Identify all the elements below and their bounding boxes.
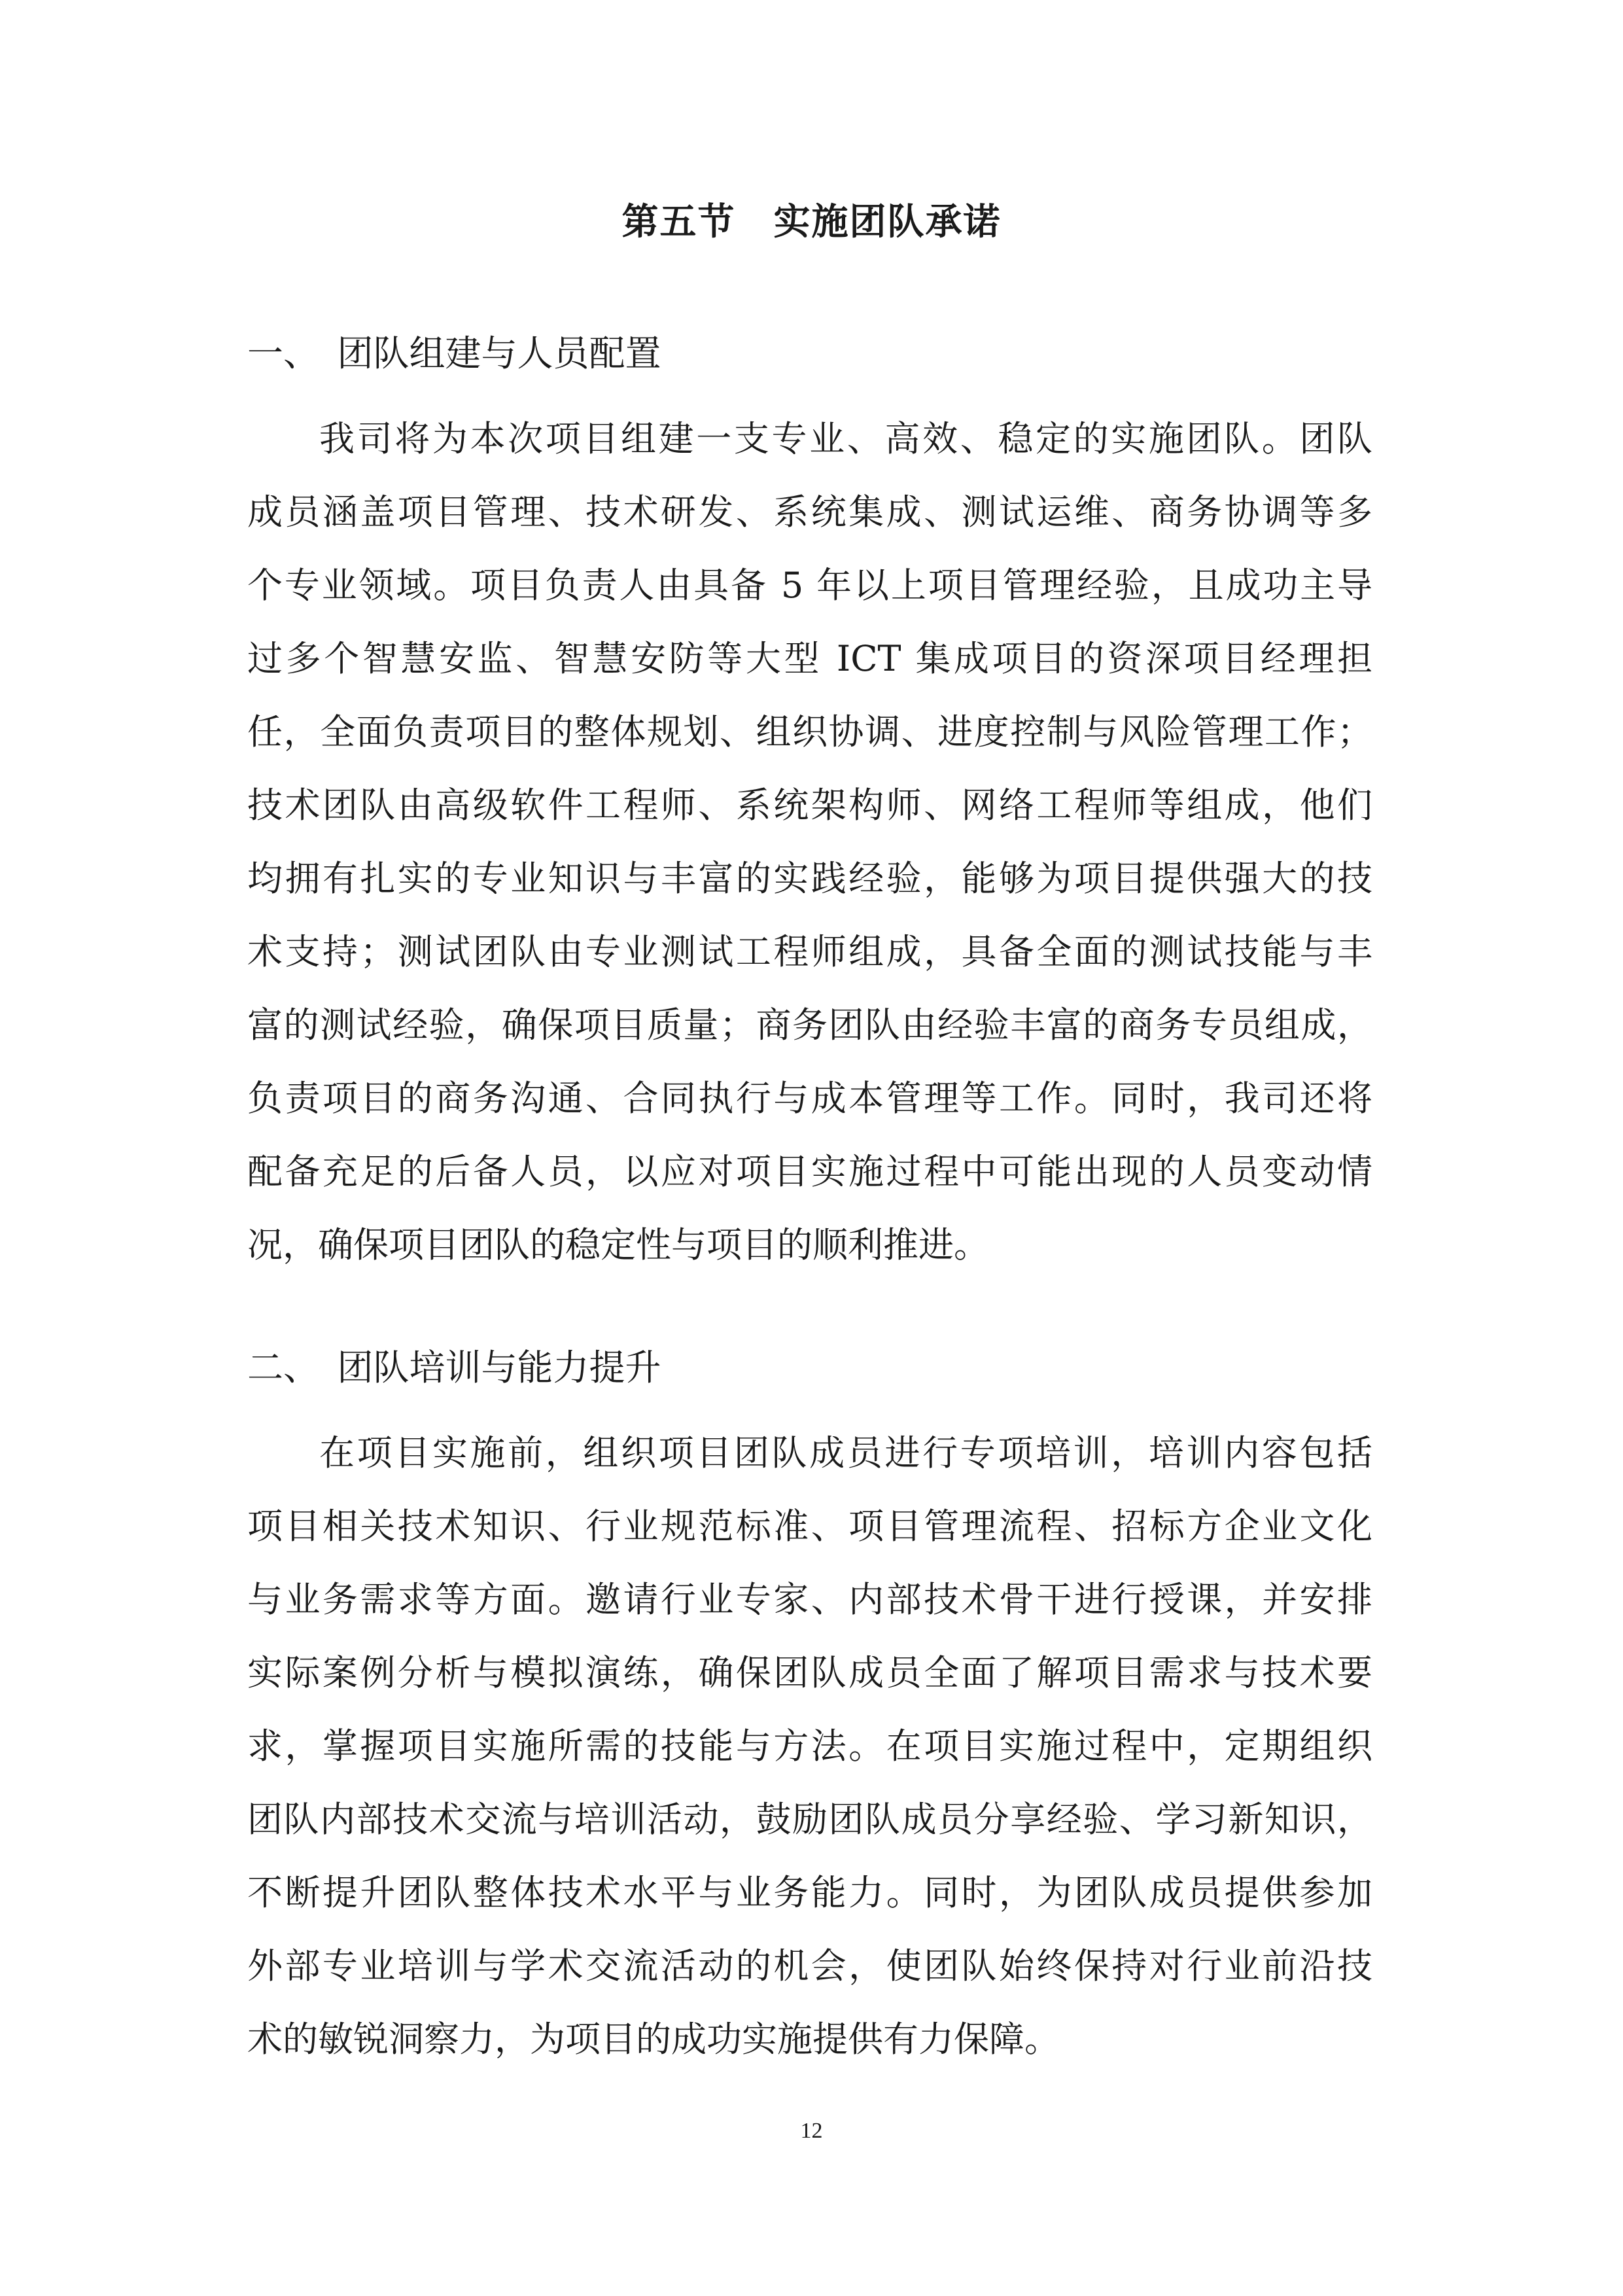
paragraph-line: 配备充足的后备人员，以应对项目实施过程中可能出现的人员变动情 bbox=[247, 1151, 1372, 1192]
paragraph-line: 技术团队由高级软件工程师、系统架构师、网络工程师等组成，他们 bbox=[247, 785, 1372, 826]
paragraph-line: 项目相关技术知识、行业规范标准、项目管理流程、招标方企业文化 bbox=[247, 1506, 1372, 1547]
paragraph-line: 个专业领域。项目负责人由具备 5 年以上项目管理经验，且成功主导 bbox=[247, 565, 1372, 606]
paragraph-team-formation bbox=[247, 402, 1372, 1282]
paragraph-line: 任，全面负责项目的整体规划、组织协调、进度控制与风险管理工作； bbox=[247, 711, 1372, 752]
section-heading-team-training: 二、 团队培训与能力提升 bbox=[247, 1347, 661, 1388]
section-title: 第五节 实施团队承诺 bbox=[621, 201, 1002, 243]
paragraph-line: 团队内部技术交流与培训活动，鼓励团队成员分享经验、学习新知识， bbox=[247, 1799, 1372, 1840]
paragraph-line: 均拥有扎实的专业知识与丰富的实践经验，能够为项目提供强大的技 bbox=[247, 858, 1372, 899]
paragraph-line: 术的敏锐洞察力，为项目的成功实施提供有力保障。 bbox=[247, 2019, 1060, 2060]
paragraph-line: 负责项目的商务沟通、合同执行与成本管理等工作。同时，我司还将 bbox=[247, 1078, 1372, 1119]
paragraph-line: 求，掌握项目实施所需的技能与方法。在项目实施过程中，定期组织 bbox=[247, 1725, 1372, 1767]
paragraph-line: 与业务需求等方面。邀请行业专家、内部技术骨干进行授课，并安排 bbox=[247, 1579, 1372, 1620]
paragraph-line: 过多个智慧安监、智慧安防等大型 ICT 集成项目的资深项目经理担 bbox=[247, 638, 1372, 679]
paragraph-line: 况，确保项目团队的稳定性与项目的顺利推进。 bbox=[247, 1224, 989, 1265]
paragraph-line: 术支持；测试团队由专业测试工程师组成，具备全面的测试技能与丰 bbox=[247, 931, 1372, 972]
section-heading-team-formation: 一、 团队组建与人员配置 bbox=[247, 332, 661, 374]
paragraph-line: 我司将为本次项目组建一支专业、高效、稳定的实施团队。团队 bbox=[319, 418, 1372, 459]
paragraph-line: 成员涵盖项目管理、技术研发、系统集成、测试运维、商务协调等多 bbox=[247, 491, 1372, 533]
page-number: 12 bbox=[800, 2119, 823, 2143]
paragraph-line: 外部专业培训与学术交流活动的机会，使团队始终保持对行业前沿技 bbox=[247, 1945, 1372, 1987]
paragraph-line: 在项目实施前，组织项目团队成员进行专项培训，培训内容包括 bbox=[319, 1432, 1372, 1474]
paragraph-line: 富的测试经验，确保项目质量；商务团队由经验丰富的商务专员组成， bbox=[247, 1004, 1372, 1046]
paragraph-team-training bbox=[247, 1417, 1372, 2076]
paragraph-line: 不断提升团队整体技术水平与业务能力。同时，为团队成员提供参加 bbox=[247, 1872, 1372, 1913]
paragraph-line: 实际案例分析与模拟演练，确保团队成员全面了解项目需求与技术要 bbox=[247, 1652, 1372, 1693]
